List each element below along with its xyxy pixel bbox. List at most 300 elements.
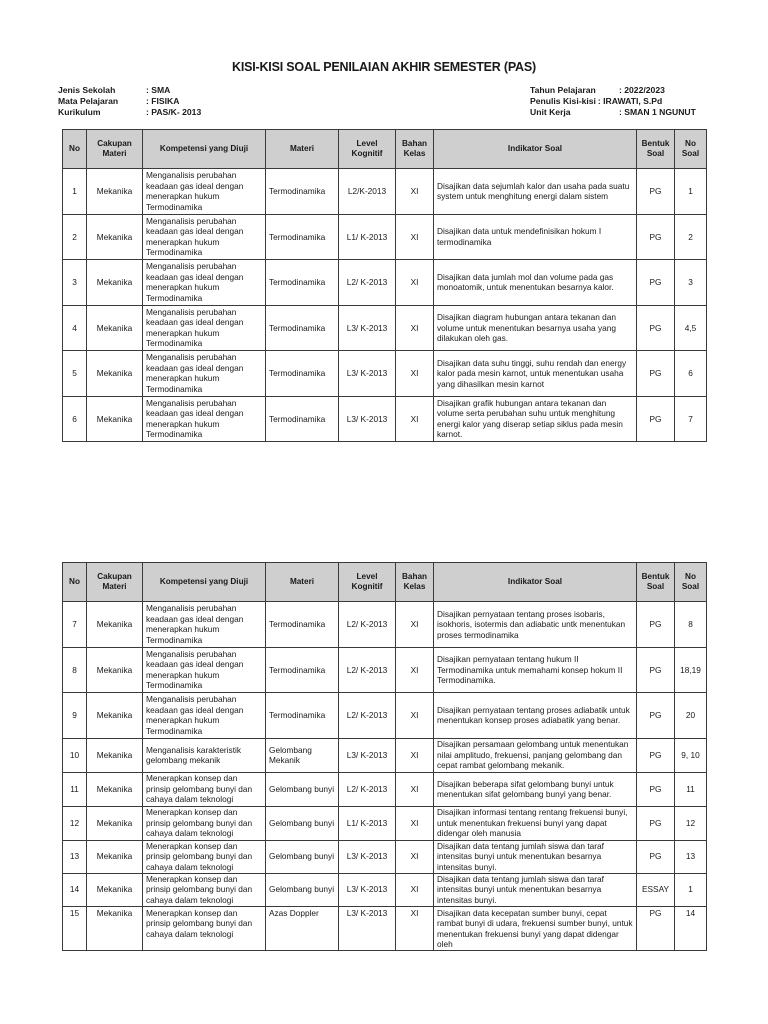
cell-level bbox=[339, 806, 396, 840]
table-header-row bbox=[63, 130, 707, 169]
cell-bahan-text: XI bbox=[410, 413, 419, 424]
cell-kompetensi-text: Menganalisis perubahan keadaan gas ideal dengan menerapkan hukum Termodinamika bbox=[146, 170, 244, 212]
meta-value: : SMAN 1 NGUNUT bbox=[619, 107, 696, 117]
cell-indikator bbox=[434, 906, 637, 950]
cell-materi bbox=[266, 772, 339, 806]
cell-bentuk-text: PG bbox=[649, 231, 662, 242]
cell-bahan bbox=[396, 260, 434, 306]
table-row bbox=[63, 351, 707, 397]
cell-materi-text: Termodinamika bbox=[269, 186, 326, 196]
cell-nosoal bbox=[675, 214, 707, 260]
cell-bahan bbox=[396, 305, 434, 351]
header-no: No bbox=[63, 563, 87, 602]
cell-level-text: L1/ K-2013 bbox=[346, 231, 388, 242]
cell-bahan bbox=[396, 772, 434, 806]
cell-level bbox=[339, 396, 396, 442]
cell-cakupan-text: Mekanika bbox=[96, 322, 133, 333]
cell-level bbox=[339, 840, 396, 873]
cell-indikator bbox=[434, 647, 637, 693]
cell-bahan-text: XI bbox=[410, 186, 419, 196]
table-row bbox=[63, 693, 707, 739]
cell-materi-text: Termodinamika bbox=[269, 231, 326, 242]
cell-bahan bbox=[396, 693, 434, 739]
cell-no-text: 3 bbox=[72, 277, 77, 287]
cell-kompetensi-text: Menganalisis karakteristik gelombang mekanik bbox=[146, 744, 241, 765]
cell-bentuk bbox=[637, 305, 675, 351]
cell-no bbox=[63, 305, 87, 351]
cell-kompetensi bbox=[143, 840, 266, 873]
cell-cakupan bbox=[87, 214, 143, 260]
cell-kompetensi-text: Menganalisis perubahan keadaan gas ideal dengan menerapkan hukum Termodinamika bbox=[146, 352, 244, 394]
cell-no bbox=[63, 873, 87, 906]
cell-bahan-text: XI bbox=[410, 817, 419, 828]
cell-bentuk-text: PG bbox=[649, 413, 662, 424]
meta-label: Jenis Sekolah bbox=[58, 85, 116, 95]
cell-materi bbox=[266, 840, 339, 873]
cell-materi-text: Termodinamika bbox=[269, 413, 326, 424]
header-level: Level Kognitif bbox=[339, 130, 396, 169]
cell-nosoal bbox=[675, 738, 707, 772]
cell-cakupan bbox=[87, 840, 143, 873]
table-2-body bbox=[63, 602, 707, 951]
cell-bahan bbox=[396, 806, 434, 840]
header-bahan: Bahan Kelas bbox=[396, 130, 434, 169]
cell-no-text: 11 bbox=[70, 783, 79, 794]
header-cakupan: Cakupan Materi bbox=[87, 130, 143, 169]
cell-level bbox=[339, 169, 396, 215]
cell-nosoal bbox=[675, 169, 707, 215]
header-kompetensi: Kompetensi yang Diuji bbox=[143, 130, 266, 169]
cell-kompetensi bbox=[143, 351, 266, 397]
table-header-row bbox=[63, 563, 707, 602]
cell-no-text: 5 bbox=[72, 368, 77, 378]
header-kompetensi: Kompetensi yang Diuji bbox=[143, 563, 266, 602]
cell-cakupan-text: Mekanika bbox=[96, 368, 133, 378]
cell-indikator-text: Disajikan informasi tentang rentang frekuensi bunyi, untuk menentukan frekuensi bunyi yang dapat didengar oleh manusia bbox=[437, 807, 628, 839]
cell-bentuk-text: PG bbox=[649, 619, 662, 629]
cell-nosoal bbox=[675, 906, 707, 950]
cell-bentuk bbox=[637, 806, 675, 840]
cell-nosoal-text: 1 bbox=[688, 186, 693, 196]
cell-indikator-text: Disajikan data untuk mendefinisikan hokum I termodinamika bbox=[437, 226, 602, 247]
header-no: No bbox=[63, 130, 87, 169]
cell-materi-text: Gelombang bunyi bbox=[269, 851, 335, 862]
cell-nosoal bbox=[675, 305, 707, 351]
cell-bentuk-text: PG bbox=[649, 749, 662, 760]
cell-kompetensi-text: Menganalisis perubahan keadaan gas ideal dengan menerapkan hukum Termodinamika bbox=[146, 648, 244, 691]
table-row bbox=[63, 647, 707, 693]
cell-kompetensi bbox=[143, 738, 266, 772]
cell-kompetensi bbox=[143, 169, 266, 215]
cell-level-text: L3/ K-2013 bbox=[346, 907, 388, 918]
cell-kompetensi bbox=[143, 396, 266, 442]
meta-penulis bbox=[530, 96, 696, 107]
cell-bahan-text: XI bbox=[410, 710, 419, 720]
cell-materi bbox=[266, 873, 339, 906]
cell-indikator bbox=[434, 260, 637, 306]
cell-bahan bbox=[396, 214, 434, 260]
cell-no-text: 14 bbox=[69, 884, 80, 895]
header-indikator: Indikator Soal bbox=[434, 130, 637, 169]
cell-bentuk bbox=[637, 396, 675, 442]
cell-materi-text: Termodinamika bbox=[269, 368, 326, 378]
meta-label: Unit Kerja bbox=[530, 107, 571, 117]
cell-indikator-text: Disajikan data suhu tinggi, suhu rendah dan energy kalor pada mesin karnot, untuk menentukan usaha yang dihasilkan mesin karnot bbox=[437, 357, 627, 389]
cell-nosoal-text: 20 bbox=[685, 710, 696, 720]
cell-materi bbox=[266, 351, 339, 397]
header-nosoal: No Soal bbox=[675, 130, 707, 169]
cell-indikator-text: Disajikan beberapa sifat gelombang bunyi untuk menentukan sifat gelombang bunyi yang benar. bbox=[437, 778, 614, 799]
cell-kompetensi-text: Menerapkan konsep dan prinsip gelombang bunyi dan cahaya dalam teknologi bbox=[146, 840, 253, 872]
cell-bentuk-text: PG bbox=[649, 322, 662, 333]
meta-label: Penulis Kisi-kisi bbox=[530, 96, 596, 106]
cell-nosoal-text: 7 bbox=[688, 413, 693, 424]
cell-bahan-text: XI bbox=[410, 884, 419, 895]
cell-bahan bbox=[396, 873, 434, 906]
meta-right-block bbox=[530, 85, 696, 118]
cell-kompetensi-text: Menerapkan konsep dan prinsip gelombang bunyi dan cahaya dalam teknologi bbox=[146, 907, 253, 939]
cell-level-text: L3/ K-2013 bbox=[346, 884, 388, 895]
cell-indikator bbox=[434, 772, 637, 806]
cell-nosoal-text: 12 bbox=[685, 817, 696, 828]
cell-bentuk-text: ESSAY bbox=[641, 884, 670, 895]
cell-nosoal-text: 4,5 bbox=[684, 322, 697, 333]
cell-nosoal-text: 2 bbox=[688, 231, 693, 242]
cell-nosoal-text: 13 bbox=[685, 851, 696, 862]
kisi-kisi-table-2 bbox=[62, 562, 707, 951]
cell-indikator bbox=[434, 806, 637, 840]
cell-no bbox=[63, 840, 87, 873]
cell-no bbox=[63, 214, 87, 260]
cell-cakupan-text: Mekanika bbox=[96, 851, 133, 862]
cell-materi bbox=[266, 647, 339, 693]
cell-cakupan-text: Mekanika bbox=[96, 413, 133, 424]
cell-level-text: L2/ K-2013 bbox=[346, 710, 388, 720]
cell-bahan-text: XI bbox=[410, 277, 419, 287]
cell-materi-text: Termodinamika bbox=[269, 322, 326, 333]
cell-level-text: L2/ K-2013 bbox=[346, 277, 388, 287]
cell-nosoal-text: 9, 10 bbox=[681, 749, 700, 760]
cell-bentuk-text: PG bbox=[649, 710, 662, 720]
cell-no-text: 10 bbox=[69, 749, 80, 760]
cell-indikator bbox=[434, 693, 637, 739]
cell-nosoal-text: 11 bbox=[686, 783, 695, 794]
cell-cakupan bbox=[87, 693, 143, 739]
cell-level bbox=[339, 647, 396, 693]
cell-cakupan bbox=[87, 351, 143, 397]
table-row bbox=[63, 738, 707, 772]
cell-bentuk bbox=[637, 351, 675, 397]
cell-indikator bbox=[434, 305, 637, 351]
cell-indikator-text: Disajikan pernyataan tentang proses adiabatik untuk menentukan konsep proses adiabatik yang benar. bbox=[437, 704, 630, 726]
cell-level-text: L3/ K-2013 bbox=[346, 368, 388, 378]
cell-materi bbox=[266, 693, 339, 739]
cell-bentuk bbox=[637, 260, 675, 306]
cell-cakupan-text: Mekanika bbox=[96, 817, 133, 828]
cell-bentuk-text: PG bbox=[649, 783, 662, 794]
table-row bbox=[63, 214, 707, 260]
meta-left-block bbox=[58, 85, 201, 118]
cell-indikator-text: Disajikan data sejumlah kalor dan usaha pada suatu system untuk menghitung energi dalam sistem bbox=[437, 180, 630, 202]
cell-cakupan bbox=[87, 396, 143, 442]
cell-bahan-text: XI bbox=[410, 619, 419, 629]
table-row bbox=[63, 840, 707, 873]
cell-kompetensi bbox=[143, 693, 266, 739]
cell-no-text: 12 bbox=[69, 817, 80, 828]
cell-kompetensi bbox=[143, 305, 266, 351]
cell-bahan bbox=[396, 351, 434, 397]
cell-level bbox=[339, 351, 396, 397]
cell-bahan-text: XI bbox=[410, 783, 419, 794]
table-row bbox=[63, 906, 707, 950]
cell-cakupan bbox=[87, 647, 143, 693]
cell-nosoal bbox=[675, 351, 707, 397]
cell-level-text: L2/ K-2013 bbox=[346, 664, 388, 675]
cell-no bbox=[63, 396, 87, 442]
cell-nosoal bbox=[675, 602, 707, 648]
cell-materi-text: Azas Doppler bbox=[269, 907, 319, 918]
cell-materi bbox=[266, 602, 339, 648]
cell-level-text: L3/ K-2013 bbox=[346, 851, 388, 862]
cell-cakupan bbox=[87, 602, 143, 648]
cell-cakupan-text: Mekanika bbox=[96, 749, 133, 760]
document-title: KISI-KISI SOAL PENILAIAN AKHIR SEMESTER (PAS) bbox=[232, 60, 536, 74]
cell-kompetensi-text: Menerapkan konsep dan prinsip gelombang bunyi dan cahaya dalam teknologi bbox=[146, 807, 253, 839]
cell-level bbox=[339, 602, 396, 648]
cell-kompetensi-text: Menganalisis perubahan keadaan gas ideal dengan menerapkan hukum Termodinamika bbox=[146, 261, 244, 303]
cell-indikator bbox=[434, 873, 637, 906]
cell-bentuk bbox=[637, 214, 675, 260]
meta-label: Kurikulum bbox=[58, 107, 101, 117]
cell-kompetensi-text: Menganalisis perubahan keadaan gas ideal dengan menerapkan hukum Termodinamika bbox=[146, 603, 244, 645]
cell-bentuk-text: PG bbox=[649, 664, 662, 675]
cell-no-text: 9 bbox=[72, 710, 77, 720]
table-1-body bbox=[63, 169, 707, 442]
cell-bahan-text: XI bbox=[410, 322, 419, 333]
header-materi: Materi bbox=[266, 563, 339, 602]
cell-kompetensi-text: Menganalisis perubahan keadaan gas ideal dengan menerapkan hukum Termodinamika bbox=[146, 397, 244, 440]
cell-kompetensi bbox=[143, 806, 266, 840]
cell-level-text: L3/ K-2013 bbox=[346, 749, 388, 760]
table-row bbox=[63, 396, 707, 442]
cell-cakupan bbox=[87, 305, 143, 351]
cell-indikator bbox=[434, 169, 637, 215]
cell-materi bbox=[266, 396, 339, 442]
cell-no-text: 13 bbox=[69, 851, 80, 862]
cell-kompetensi bbox=[143, 602, 266, 648]
cell-bentuk bbox=[637, 169, 675, 215]
cell-level bbox=[339, 738, 396, 772]
meta-mata-pelajaran bbox=[58, 96, 201, 107]
header-bentuk: Bentuk Soal bbox=[637, 563, 675, 602]
table-row bbox=[63, 169, 707, 215]
cell-bentuk-text: PG bbox=[649, 368, 662, 378]
meta-label: Mata Pelajaran bbox=[58, 96, 119, 106]
cell-no-text: 2 bbox=[72, 231, 77, 242]
cell-indikator-text: Disajikan pernyataan tentang hukum II Termodinamika untuk memahami konsep hokum II Termodinamika. bbox=[437, 654, 623, 685]
cell-bahan-text: XI bbox=[410, 749, 419, 760]
cell-nosoal bbox=[675, 806, 707, 840]
header-nosoal: No Soal bbox=[675, 563, 707, 602]
cell-indikator-text: Disajikan data jumlah mol dan volume pada gas monoatomik, untuk menentukan besarnya kalor. bbox=[437, 271, 614, 293]
cell-nosoal bbox=[675, 693, 707, 739]
cell-materi bbox=[266, 738, 339, 772]
cell-cakupan bbox=[87, 772, 143, 806]
cell-no-text: 6 bbox=[72, 413, 77, 424]
cell-level-text: L2/K-2013 bbox=[347, 186, 387, 196]
cell-bentuk-text: PG bbox=[649, 851, 662, 862]
cell-cakupan-text: Mekanika bbox=[96, 277, 133, 287]
cell-cakupan bbox=[87, 806, 143, 840]
cell-level-text: L3/ K-2013 bbox=[346, 413, 388, 424]
cell-bentuk bbox=[637, 840, 675, 873]
table-row bbox=[63, 772, 707, 806]
cell-cakupan bbox=[87, 906, 143, 950]
cell-cakupan bbox=[87, 873, 143, 906]
cell-kompetensi-text: Menganalisis perubahan keadaan gas ideal dengan menerapkan hukum Termodinamika bbox=[146, 306, 244, 349]
cell-nosoal bbox=[675, 873, 707, 906]
cell-bahan bbox=[396, 647, 434, 693]
cell-level bbox=[339, 214, 396, 260]
cell-bahan bbox=[396, 169, 434, 215]
cell-bentuk bbox=[637, 738, 675, 772]
cell-no-text: 15 bbox=[69, 907, 80, 918]
cell-kompetensi bbox=[143, 647, 266, 693]
cell-indikator-text: Disajikan data kecepatan sumber bunyi, cepat rambat bunyi di udara, frekuensi sumber bunyi, untuk menentukan frekuensi bunyi yang dapat didengar oleh bbox=[437, 907, 633, 949]
cell-indikator bbox=[434, 396, 637, 442]
cell-bahan-text: XI bbox=[410, 907, 419, 918]
meta-value: : PAS/K- 2013 bbox=[146, 107, 202, 117]
cell-level bbox=[339, 693, 396, 739]
cell-level-text: L3/ K-2013 bbox=[346, 322, 388, 333]
cell-no bbox=[63, 647, 87, 693]
header-bahan: Bahan Kelas bbox=[396, 563, 434, 602]
cell-nosoal bbox=[675, 396, 707, 442]
cell-nosoal-text: 3 bbox=[688, 277, 693, 287]
cell-no bbox=[63, 351, 87, 397]
cell-cakupan-text: Mekanika bbox=[96, 884, 133, 895]
table-row bbox=[63, 305, 707, 351]
cell-no bbox=[63, 169, 87, 215]
meta-value: : IRAWATI, S.Pd bbox=[597, 96, 663, 106]
cell-bahan bbox=[396, 906, 434, 950]
cell-indikator bbox=[434, 351, 637, 397]
cell-no bbox=[63, 906, 87, 950]
meta-value: : FISIKA bbox=[146, 96, 180, 106]
cell-nosoal-text: 6 bbox=[688, 368, 693, 378]
cell-indikator-text: Disajikan data tentang jumlah siswa dan taraf intensitas bunyi untuk menentukan besarnya intensitas bunyi. bbox=[437, 840, 604, 872]
cell-cakupan-text: Mekanika bbox=[96, 664, 133, 675]
cell-indikator-text: Disajikan pernyataan tentang proses isobaris, isokhoris, isotermis dan adiabatic untk menentukan proses termodinamika bbox=[437, 608, 626, 640]
cell-materi-text: Gelombang Mekanik bbox=[269, 744, 312, 765]
meta-kurikulum bbox=[58, 107, 201, 118]
cell-cakupan bbox=[87, 169, 143, 215]
cell-bahan bbox=[396, 738, 434, 772]
cell-no bbox=[63, 772, 87, 806]
cell-level-text: L1/ K-2013 bbox=[346, 817, 388, 828]
cell-no bbox=[63, 806, 87, 840]
cell-indikator bbox=[434, 840, 637, 873]
cell-indikator bbox=[434, 738, 637, 772]
cell-no-text: 7 bbox=[72, 619, 77, 629]
cell-level bbox=[339, 873, 396, 906]
cell-kompetensi bbox=[143, 214, 266, 260]
cell-nosoal-text: 8 bbox=[688, 619, 693, 629]
header-materi: Materi bbox=[266, 130, 339, 169]
cell-materi-text: Termodinamika bbox=[269, 619, 326, 629]
table-row bbox=[63, 260, 707, 306]
cell-kompetensi bbox=[143, 906, 266, 950]
cell-cakupan-text: Mekanika bbox=[96, 907, 133, 918]
cell-nosoal bbox=[675, 260, 707, 306]
cell-no bbox=[63, 260, 87, 306]
cell-nosoal bbox=[675, 772, 707, 806]
cell-bentuk-text: PG bbox=[649, 817, 662, 828]
cell-materi bbox=[266, 906, 339, 950]
cell-indikator-text: Disajikan persamaan gelombang untuk menentukan nilai amplitudo, frekuensi, panjang gelombang dan cepat rambat gelombang mekanik. bbox=[437, 739, 629, 771]
cell-materi-text: Termodinamika bbox=[269, 277, 326, 287]
table-row bbox=[63, 873, 707, 906]
meta-label: Tahun Pelajaran bbox=[530, 85, 596, 95]
cell-bahan-text: XI bbox=[410, 851, 419, 862]
meta-tahun-pelajaran bbox=[530, 85, 696, 96]
cell-cakupan-text: Mekanika bbox=[96, 619, 133, 629]
cell-no bbox=[63, 738, 87, 772]
cell-bahan-text: XI bbox=[410, 664, 419, 675]
cell-kompetensi-text: Menganalisis perubahan keadaan gas ideal dengan menerapkan hukum Termodinamika bbox=[146, 694, 244, 736]
cell-bahan bbox=[396, 602, 434, 648]
cell-no-text: 1 bbox=[72, 186, 77, 196]
cell-materi-text: Gelombang bunyi bbox=[269, 817, 335, 828]
cell-cakupan bbox=[87, 738, 143, 772]
cell-level-text: L2/ K-2013 bbox=[346, 783, 388, 794]
cell-cakupan-text: Mekanika bbox=[96, 186, 133, 196]
cell-nosoal bbox=[675, 647, 707, 693]
cell-nosoal-text: 18,19 bbox=[680, 664, 701, 675]
cell-level bbox=[339, 260, 396, 306]
cell-indikator-text: Disajikan diagram hubungan antara tekanan dan volume untuk menentukan besarnya usaha yang dilakukan oleh gas. bbox=[437, 312, 616, 343]
cell-nosoal-text: 14 bbox=[685, 907, 696, 918]
cell-bentuk bbox=[637, 772, 675, 806]
cell-no-text: 4 bbox=[72, 322, 77, 333]
cell-kompetensi bbox=[143, 260, 266, 306]
cell-kompetensi bbox=[143, 772, 266, 806]
cell-bentuk-text: PG bbox=[649, 277, 662, 287]
cell-nosoal bbox=[675, 840, 707, 873]
cell-materi bbox=[266, 260, 339, 306]
cell-materi-text: Gelombang bunyi bbox=[269, 783, 335, 794]
header-bentuk: Bentuk Soal bbox=[637, 130, 675, 169]
cell-indikator-text: Disajikan grafik hubungan antara tekanan dan volume serta perubahan suhu untuk menghitung energi kalor yang diserap setiap siklus pada mesin karnot. bbox=[437, 397, 623, 440]
cell-bentuk bbox=[637, 693, 675, 739]
meta-unit-kerja bbox=[530, 107, 696, 118]
cell-bentuk-text: PG bbox=[649, 907, 662, 918]
cell-bentuk bbox=[637, 906, 675, 950]
cell-cakupan-text: Mekanika bbox=[96, 783, 133, 794]
header-indikator: Indikator Soal bbox=[434, 563, 637, 602]
cell-materi-text: Termodinamika bbox=[269, 710, 326, 720]
cell-bentuk bbox=[637, 647, 675, 693]
cell-nosoal-text: 1 bbox=[688, 884, 693, 895]
cell-indikator-text: Disajikan data tentang jumlah siswa dan taraf intensitas bunyi untuk menentukan besarnya intensitas bunyi. bbox=[437, 873, 604, 905]
table-row bbox=[63, 806, 707, 840]
cell-level bbox=[339, 906, 396, 950]
cell-bahan-text: XI bbox=[410, 231, 419, 242]
cell-cakupan-text: Mekanika bbox=[96, 710, 133, 720]
cell-bahan-text: XI bbox=[410, 368, 419, 378]
meta-jenis-sekolah bbox=[58, 85, 201, 96]
cell-cakupan bbox=[87, 260, 143, 306]
